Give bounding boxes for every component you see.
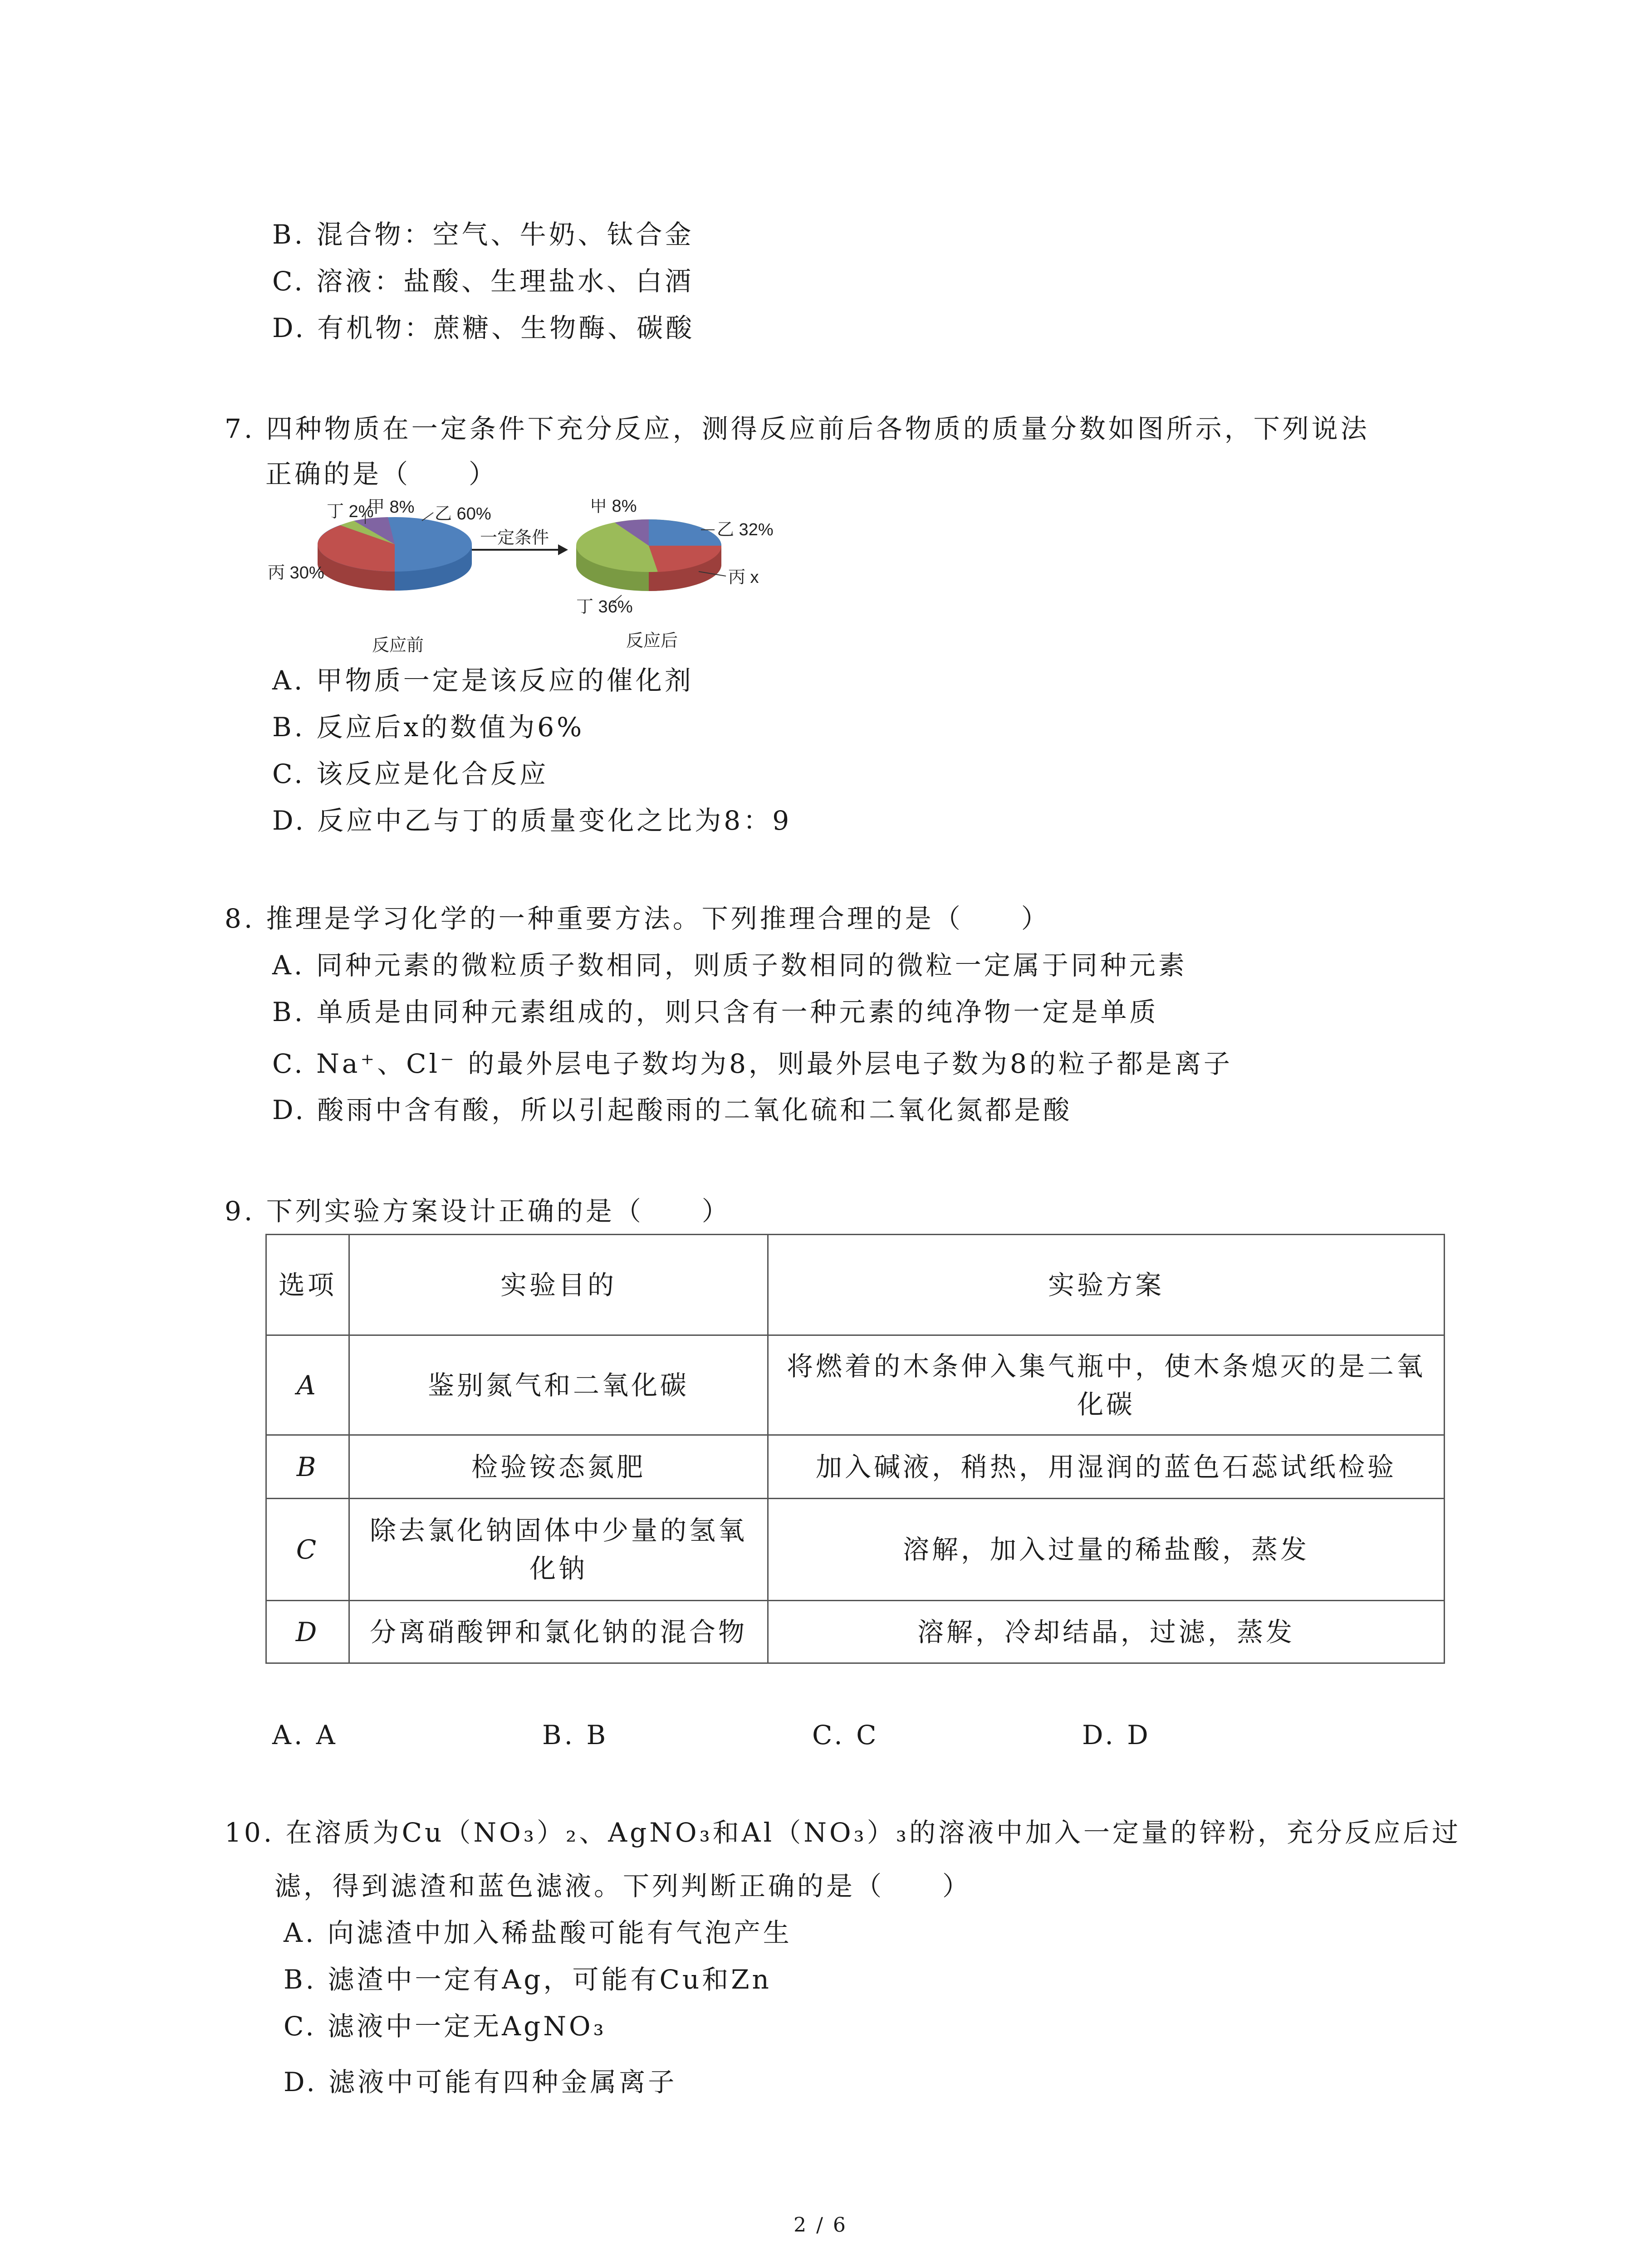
q8-option-b: B. 单质是由同种元素组成的，则只含有一种元素的纯净物一定是单质 bbox=[272, 997, 1159, 1027]
row-goal: 鉴别氮气和二氧化碳 bbox=[349, 1335, 768, 1435]
q10-stem-line1: 10. 在溶质为Cu（NO₃）₂、AgNO₃和Al（NO₃）₃的溶液中加入一定量的锌粉，充分反应后过 bbox=[225, 1817, 1461, 1848]
row-option: C bbox=[266, 1499, 349, 1601]
q7-option-b: B. 反应后x的数值为6% bbox=[272, 712, 585, 743]
reaction-arrow bbox=[472, 528, 568, 555]
pie-before-caption: 反应前 bbox=[372, 636, 424, 655]
pie-after-label-yi: 乙 32% bbox=[717, 520, 774, 539]
q9-stem: 9. 下列实验方案设计正确的是（ ） bbox=[225, 1196, 731, 1227]
q10-option-d: D. 滤液中可能有四种金属离子 bbox=[284, 2067, 677, 2097]
pie-before bbox=[268, 499, 491, 655]
q7-option-a: A. 甲物质一定是该反应的催化剂 bbox=[272, 665, 694, 696]
pie-after-caption: 反应后 bbox=[626, 631, 678, 650]
header-option: 选项 bbox=[266, 1235, 349, 1335]
pie-after bbox=[576, 499, 774, 650]
pie-after-label-bing: 丙 x bbox=[728, 568, 759, 587]
row-plan: 加入碱液，稍热，用湿润的蓝色石蕊试纸检验 bbox=[768, 1435, 1445, 1499]
q6-option-b: B. 混合物：空气、牛奶、钛合金 bbox=[272, 219, 694, 250]
q10-option-b: B. 滤渣中一定有Ag，可能有Cu和Zn bbox=[284, 1964, 772, 1995]
q6-option-d: D. 有机物：蔗糖、生物酶、碳酸 bbox=[272, 313, 695, 343]
pie-after-label-ding: 丁 36% bbox=[576, 597, 633, 616]
header-plan: 实验方案 bbox=[768, 1235, 1445, 1335]
pie-before-label-yi: 乙 60% bbox=[435, 504, 491, 523]
q7-option-c: C. 该反应是化合反应 bbox=[272, 758, 549, 789]
row-option: A bbox=[266, 1335, 349, 1435]
row-plan: 溶解，冷却结晶，过滤，蒸发 bbox=[768, 1601, 1445, 1663]
row-plan: 将燃着的木条伸入集气瓶中，使木条熄灭的是二氧化碳 bbox=[768, 1335, 1445, 1435]
q10-stem-line2: 滤，得到滤渣和蓝色滤液。下列判断正确的是（ ） bbox=[274, 1871, 972, 1901]
q7-stem-line2: 正确的是（ ） bbox=[265, 459, 498, 489]
q9-answer-c: C. C bbox=[812, 1720, 879, 1750]
page-number: 2 / 6 bbox=[794, 2214, 847, 2237]
q10-option-c: C. 滤液中一定无AgNO₃ bbox=[284, 2011, 607, 2042]
q7-stem-line1: 7. 四种物质在一定条件下充分反应，测得反应前后各物质的质量分数如图所示，下列说法 bbox=[225, 413, 1370, 444]
row-option: D bbox=[266, 1601, 349, 1663]
table-header-row bbox=[266, 1235, 1445, 1335]
arrow-head bbox=[558, 544, 568, 555]
q9-answer-d: D. D bbox=[1082, 1720, 1151, 1750]
q9-answer-b: B. B bbox=[542, 1720, 609, 1750]
q9-table bbox=[265, 1234, 1445, 1664]
table-row bbox=[266, 1435, 1445, 1499]
q10-option-a: A. 向滤渣中加入稀盐酸可能有气泡产生 bbox=[284, 1917, 792, 1948]
table-row bbox=[266, 1499, 1445, 1601]
q8-option-c: C. Na⁺、Cl⁻ 的最外层电子数均为8，则最外层电子数为8的粒子都是离子 bbox=[272, 1048, 1233, 1079]
table-row bbox=[266, 1601, 1445, 1663]
q7-pie-figure bbox=[263, 499, 798, 667]
pie-after-slice-yi bbox=[649, 519, 721, 546]
q8-option-d: D. 酸雨中含有酸，所以引起酸雨的二氧化硫和二氧化氮都是酸 bbox=[272, 1095, 1073, 1125]
row-goal: 检验铵态氮肥 bbox=[349, 1435, 768, 1499]
row-goal: 分离硝酸钾和氯化钠的混合物 bbox=[349, 1601, 768, 1663]
table-row bbox=[266, 1335, 1445, 1435]
pie-before-label-jia: 甲 8% bbox=[367, 499, 415, 517]
q7-pie-svg bbox=[263, 499, 798, 667]
row-option: B bbox=[266, 1435, 349, 1499]
q6-option-c: C. 溶液：盐酸、生理盐水、白酒 bbox=[272, 266, 694, 297]
q9-answer-a: A. A bbox=[272, 1720, 338, 1750]
q8-stem: 8. 推理是学习化学的一种重要方法。下列推理合理的是（ ） bbox=[225, 903, 1050, 934]
row-plan: 溶解，加入过量的稀盐酸，蒸发 bbox=[768, 1499, 1445, 1601]
header-goal: 实验目的 bbox=[349, 1235, 768, 1335]
pie-before-label-ding: 丁 2% bbox=[327, 502, 374, 521]
q7-option-d: D. 反应中乙与丁的质量变化之比为8：9 bbox=[272, 805, 792, 836]
pie-after-label-jia: 甲 8% bbox=[590, 499, 637, 516]
q8-option-a: A. 同种元素的微粒质子数相同，则质子数相同的微粒一定属于同种元素 bbox=[272, 950, 1187, 981]
row-goal: 除去氯化钠固体中少量的氢氧化钠 bbox=[349, 1499, 768, 1601]
arrow-label: 一定条件 bbox=[480, 528, 549, 547]
pie-before-label-bing: 丙 30% bbox=[268, 563, 324, 582]
